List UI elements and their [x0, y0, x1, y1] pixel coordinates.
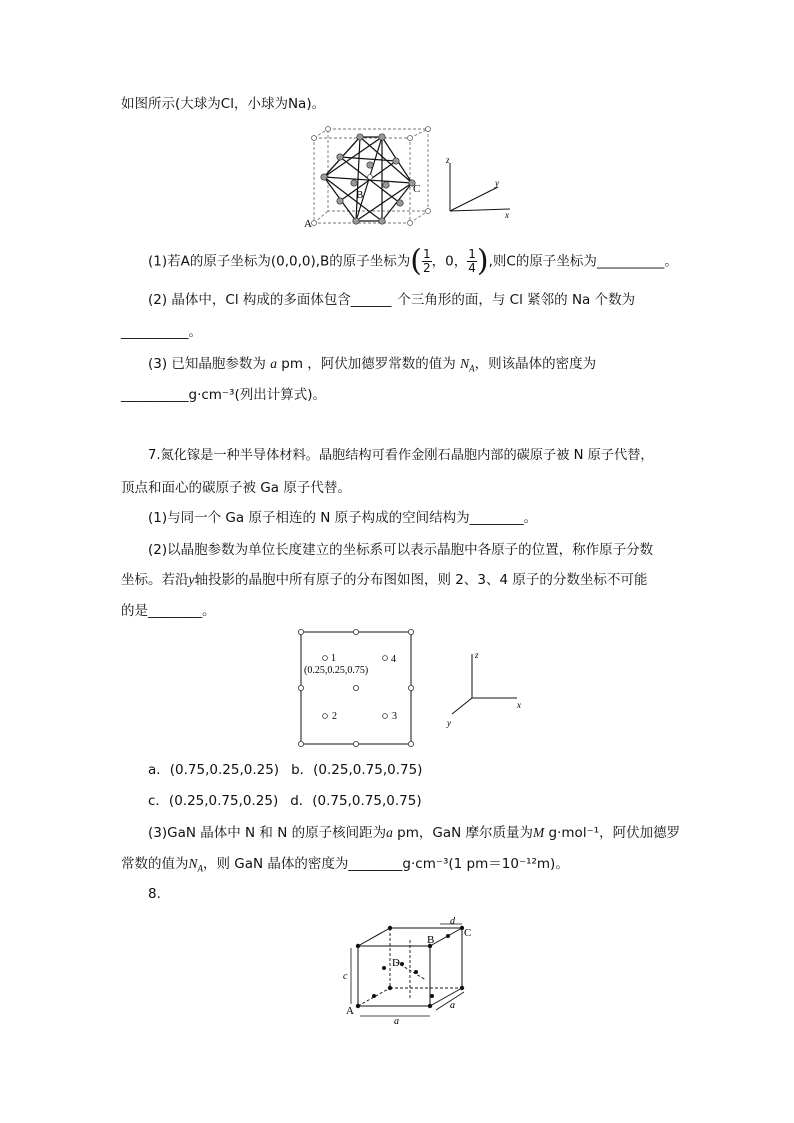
label3-d: d: [450, 916, 455, 927]
axis2-x: x: [517, 700, 521, 710]
axis-y: y: [495, 178, 499, 188]
q7-options-ab: [148, 760, 422, 780]
q7-part3-line1: (3)GaN 晶体中 N 和 N 的原子核间距为a pm，GaN 摩尔质量为M g·mol⁻¹，阿伏加德罗: [148, 825, 681, 841]
atom-2-label: 2: [332, 711, 337, 722]
q7-part2-line2: 坐标。若沿y轴投影的晶胞中所有原子的分布图如图，则 2、3、4 原子的分数坐标不可能: [121, 572, 648, 588]
label3-A: A: [346, 1005, 354, 1017]
figure-nacl-cell: [300, 125, 530, 235]
q6-part2: (2) 晶体中，Cl 构成的多面体包含______ 个三角形的面，与 Cl 紧邻的 Na 个数为: [148, 292, 636, 308]
label3-c: c: [343, 971, 348, 982]
option-c: c．(0.25,0.75,0.25): [148, 793, 279, 809]
q7-part2-line3: 的是________。: [121, 603, 216, 619]
figure-cell-q8: [340, 916, 500, 1026]
q7-part1: (1)与同一个 Ga 原子相连的 N 原子构成的空间结构为________。: [148, 510, 538, 526]
atom-1-coord: (0.25,0.25,0.75): [304, 665, 369, 676]
label3-C: C: [464, 927, 472, 939]
label3-D: D: [392, 957, 400, 969]
label3-B: B: [427, 934, 435, 946]
axis-z: z: [446, 155, 450, 165]
atom-1-label: 1: [331, 653, 336, 664]
q7-part3-line2: 常数的值为$N_A$，则 GaN 晶体的密度为________g·cm⁻³(1 pm＝10⁻¹²m)。: [121, 856, 569, 874]
label-A: A: [304, 218, 312, 230]
label3-a-side: a: [450, 1000, 455, 1011]
q7-options-cd: [148, 791, 422, 811]
figure-projection: [295, 628, 535, 750]
intro-text: 如图所示(大球为Cl，小球为Na)。: [121, 96, 326, 112]
option-d: d．(0.75,0.75,0.75): [290, 793, 422, 809]
axis2-z: z: [475, 650, 479, 660]
q7-stem-line1: 7.氮化镓是一种半导体材料。晶胞结构可看作金刚石晶胞内部的碳原子被 N 原子代替，: [148, 448, 654, 463]
label-C: C: [413, 183, 421, 195]
axis-x: x: [505, 210, 509, 220]
atom-3-label: 3: [392, 711, 397, 722]
q6-part2-cont: __________。: [121, 324, 202, 340]
option-a: a．(0.75,0.25,0.25): [148, 762, 280, 778]
atom-4-label: 4: [391, 654, 396, 665]
q6-part3: (3) 已知晶胞参数为 a pm ，阿伏加德罗常数的值为 $N_A$，则该晶体的密度为: [148, 356, 597, 374]
axis2-y: y: [447, 718, 451, 728]
q7-part2-line1: (2)以晶胞参数为单位长度建立的坐标系可以表示晶胞中各原子的位置，称作原子分数: [148, 542, 654, 558]
q7-stem-line2: 顶点和面心的碳原子被 Ga 原子代替。: [121, 480, 351, 496]
option-b: b．(0.25,0.75,0.75): [291, 762, 423, 778]
label-B: B: [356, 189, 364, 201]
q8-number: 8.: [148, 886, 161, 902]
label3-a-bottom: a: [394, 1016, 399, 1027]
q6-part1: (1)若A的原子坐标为(0,0,0),B的原子坐标为( $\frac{1}{2}$ ，0， $\frac{1}{4}$ ),则C的原子坐标为__________。: [148, 243, 678, 279]
q6-part3-cont: __________g·cm⁻³(列出计算式)。: [121, 387, 327, 403]
